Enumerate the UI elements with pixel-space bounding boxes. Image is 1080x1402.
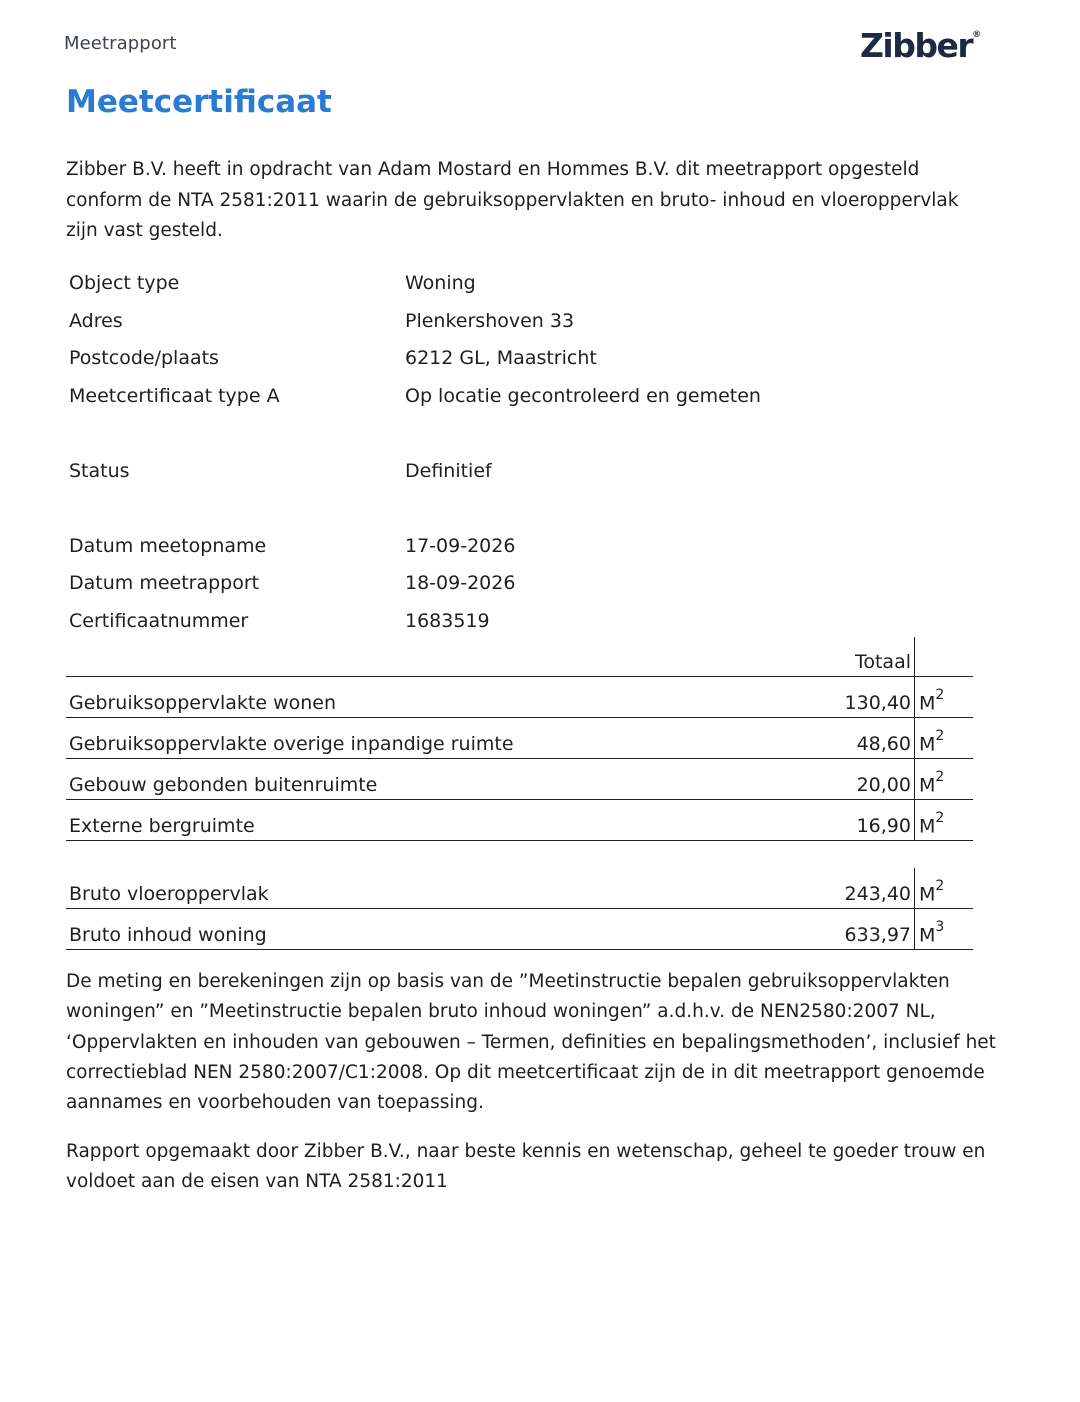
table-row xyxy=(66,868,973,909)
table-row xyxy=(66,718,973,759)
area-label: Gebruiksoppervlakte overige inpandige ruimte xyxy=(66,718,711,759)
info-label: Datum meetopname xyxy=(69,535,267,557)
logo-trademark: ® xyxy=(972,30,982,40)
zibber-logo xyxy=(860,26,981,65)
info-label: Postcode/plaats xyxy=(69,347,219,369)
table-row xyxy=(66,909,973,950)
area-unit: $M^2$ xyxy=(915,718,974,759)
area-value: 130,40 xyxy=(711,677,915,718)
area-unit: $M^2$ xyxy=(915,759,974,800)
info-label: Meetcertificaat type A xyxy=(69,385,280,407)
info-value: Op locatie gecontroleerd en gemeten xyxy=(405,385,761,407)
info-value: 18-09-2026 xyxy=(405,572,516,594)
bruto-value: 243,40 xyxy=(711,868,915,909)
area-unit: $M^2$ xyxy=(915,677,974,718)
table-row xyxy=(66,759,973,800)
info-label: Status xyxy=(69,460,130,482)
bruto-label: Bruto vloeroppervlak xyxy=(66,868,711,909)
area-label: Externe bergruimte xyxy=(66,800,711,841)
bruto-unit: $M^2$ xyxy=(915,868,974,909)
area-label: Gebouw gebonden buitenruimte xyxy=(66,759,711,800)
area-value: 20,00 xyxy=(711,759,915,800)
bruto-unit: $M^3$ xyxy=(915,909,974,950)
method-paragraph: De meting en berekeningen zijn op basis van de ”Meetinstructie bepalen gebruiksoppervlakten woningen” en ”Meetinstructie bepalen bruto inhoud woningen” a.d.h.v. de NEN2580:2007 NL, ‘Oppervlakten en inhouden van gebouwen – Termen, definities en bepalingsmethoden’, inclusief het correctieblad NEN 2580:2007/C1:2008. Op dit meetcertificaat zijn de in dit meetrapport genoemde aannames en voorbehouden van toepassing. xyxy=(66,971,996,1114)
total-column-header: Totaal xyxy=(711,637,915,677)
closing-paragraph: Rapport opgemaakt door Zibber B.V., naar beste kennis en wetenschap, geheel te goeder trouw en voldoet aan de eisen van NTA 2581:2011 xyxy=(66,1141,986,1193)
bruto-label: Bruto inhoud woning xyxy=(66,909,711,950)
info-label: Object type xyxy=(69,272,180,294)
bruto-value: 633,97 xyxy=(711,909,915,950)
info-value: 1683519 xyxy=(405,610,490,632)
area-label: Gebruiksoppervlakte wonen xyxy=(66,677,711,718)
bruto-table xyxy=(66,868,973,950)
intro-paragraph: Zibber B.V. heeft in opdracht van Adam Mostard en Hommes B.V. dit meetrapport opgesteld conform de NTA 2581:2011 waarin de gebruiksoppervlakten en bruto- inhoud en vloeroppervlak zijn vast gesteld. xyxy=(66,159,959,241)
info-value: Definitief xyxy=(405,460,492,482)
info-value: Plenkershoven 33 xyxy=(405,310,575,332)
info-value: 17-09-2026 xyxy=(405,535,516,557)
info-label: Adres xyxy=(69,310,123,332)
area-unit: $M^2$ xyxy=(915,800,974,841)
info-value: Woning xyxy=(405,272,476,294)
logo-text: Zibber xyxy=(860,26,973,65)
area-value: 48,60 xyxy=(711,718,915,759)
info-label: Certificaatnummer xyxy=(69,610,249,632)
page-title: Meetcertificaat xyxy=(66,84,332,120)
table-row xyxy=(66,800,973,841)
area-value: 16,90 xyxy=(711,800,915,841)
report-label: Meetrapport xyxy=(64,33,177,54)
table-row xyxy=(66,677,973,718)
area-table-header xyxy=(66,637,973,677)
area-table xyxy=(66,637,973,841)
info-value: 6212 GL, Maastricht xyxy=(405,347,597,369)
info-label: Datum meetrapport xyxy=(69,572,260,594)
